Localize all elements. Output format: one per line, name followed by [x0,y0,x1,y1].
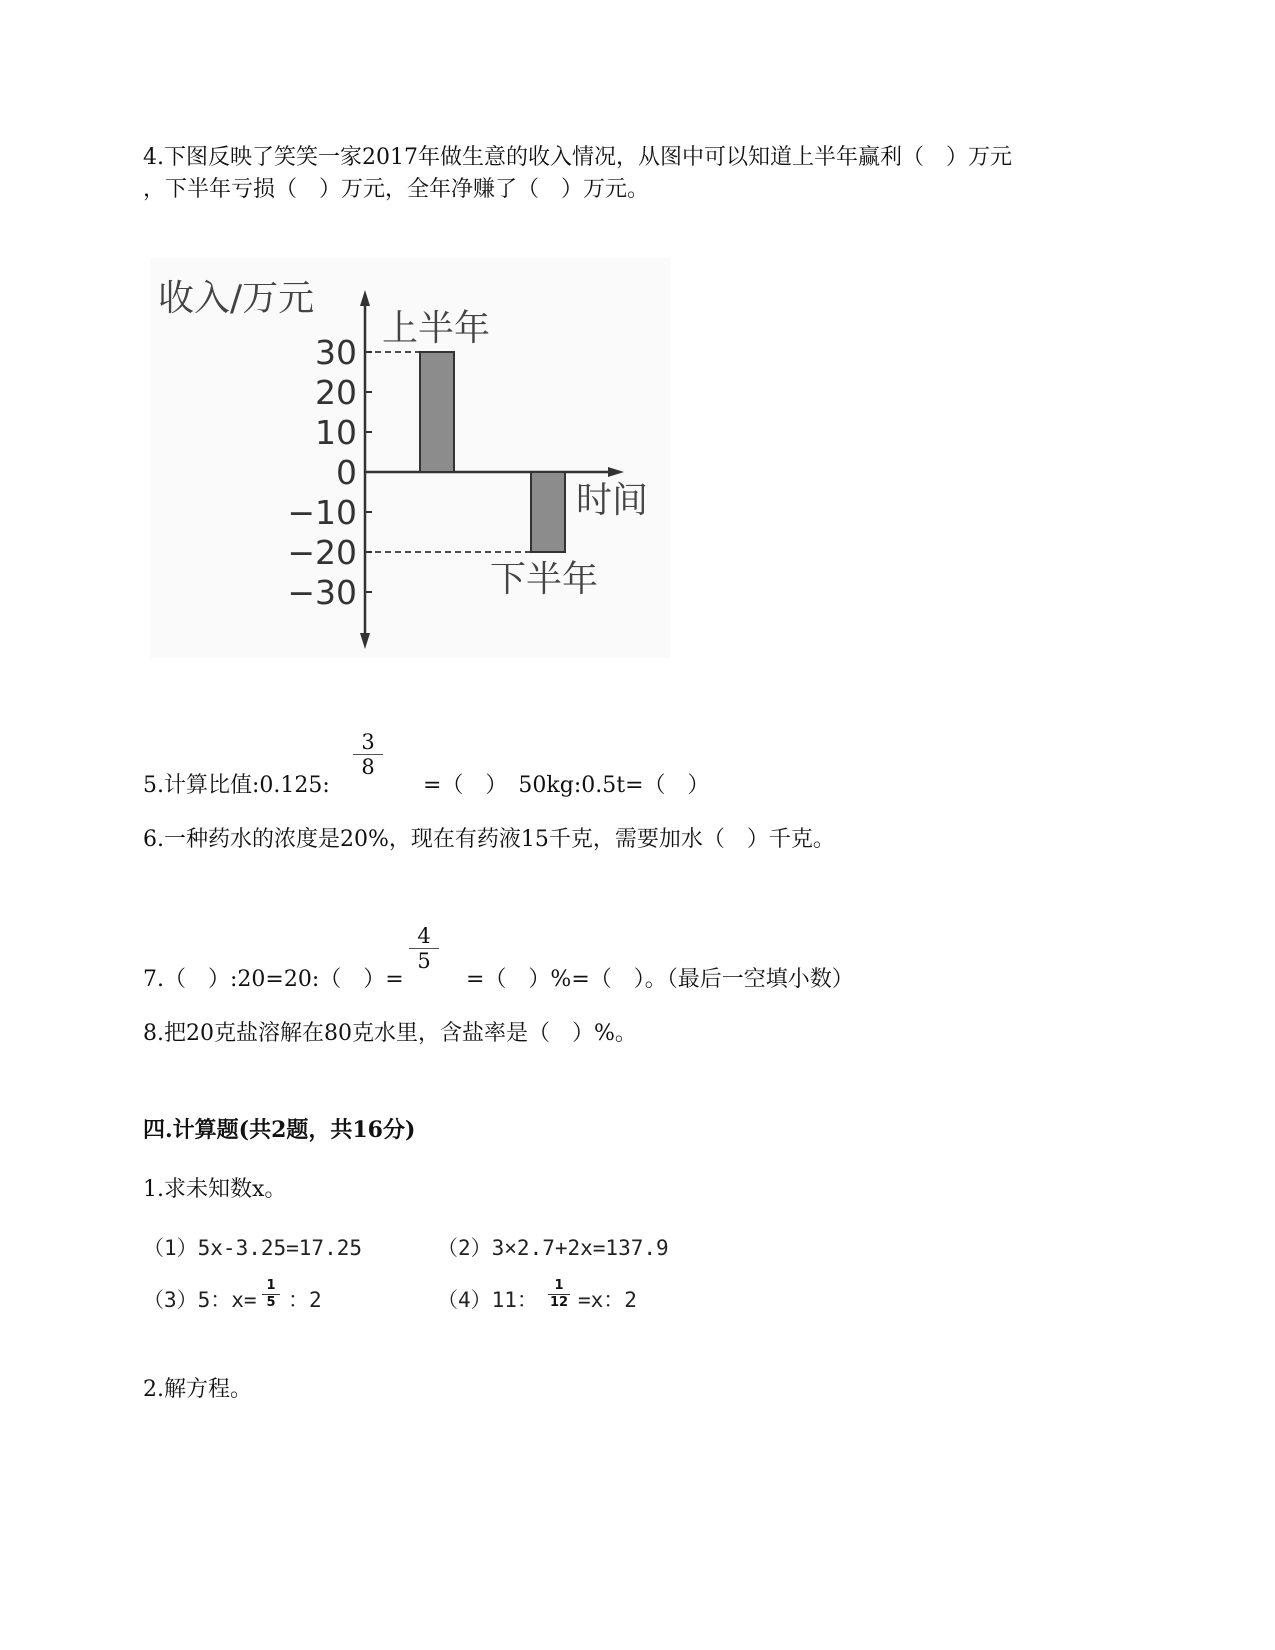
c1-title: 1.求未知数x。 [143,1177,287,1202]
c1-problem-3-suffix: ：2 [288,1288,322,1312]
y-tick-label: 0 [336,453,357,492]
bar-label: 下半年 [490,559,599,600]
c1-problem-4-suffix: =x：2 [578,1288,637,1312]
c1-problem-2: （2）3×2.7+2x=137.9 [437,1236,669,1260]
bar-label: 上半年 [382,308,491,349]
q7-fraction [409,924,439,973]
y-tick-label: −20 [287,533,357,572]
x-axis-label: 时间 [576,480,649,521]
c1-problem-4-fraction [548,1278,570,1311]
y-tick-label: −30 [287,573,357,612]
q7-fraction-denominator: 5 [409,948,439,973]
q7-prefix: 7.（ ）:20=20:（ ）= [143,967,404,992]
q5-suffix: =（ ） 50kg:0.5t=（ ） [423,773,710,798]
y-tick-label: −10 [287,493,357,532]
c1-problem-3-numerator: 1 [266,1278,276,1293]
y-axis-label: 收入/万元 [158,278,315,319]
c1-problem-4-prefix: （4）11： [437,1288,538,1312]
c1-problem-3-denominator: 5 [262,1294,280,1311]
y-tick-label: 20 [315,373,357,412]
y-tick-label: 10 [315,413,357,452]
bar-second-half [531,472,565,552]
c2-title: 2.解方程。 [143,1377,252,1402]
q7-fraction-numerator: 4 [417,924,431,948]
q7-suffix: =（ ）%=（ ）。（最后一空填小数） [466,967,854,992]
q4-text-line2: ，下半年亏损（ ）万元，全年净赚了（ ）万元。 [143,177,650,202]
c1-problem-3-prefix: （3）5：x= [143,1288,257,1312]
q8-text: 8.把20克盐溶解在80克水里，含盐率是（ ）%。 [143,1021,637,1046]
c1-problem-4-denominator: 12 [549,1295,569,1310]
c1-problem-4-numerator: 1 [554,1278,564,1293]
q6-text: 6.一种药水的浓度是20%，现在有药液15千克，需要加水（ ）千克。 [143,827,835,852]
q5-fraction-denominator: 8 [353,754,383,779]
bar-first-half [420,352,454,472]
section-heading: 四.计算题(共2题，共16分) [143,1117,416,1143]
q5-fraction [353,730,383,779]
q5-prefix: 5.计算比值:0.125: [143,773,330,798]
y-tick-label: 30 [315,333,357,372]
c1-problem-3-fraction [262,1278,280,1311]
c1-problem-1: （1）5x-3.25=17.25 [143,1236,363,1260]
q4-text-line1: 4.下图反映了笑笑一家2017年做生意的收入情况，从图中可以知道上半年赢利（ ）万元 [143,145,1012,170]
q5-fraction-numerator: 3 [361,730,375,754]
income-chart [150,258,670,658]
